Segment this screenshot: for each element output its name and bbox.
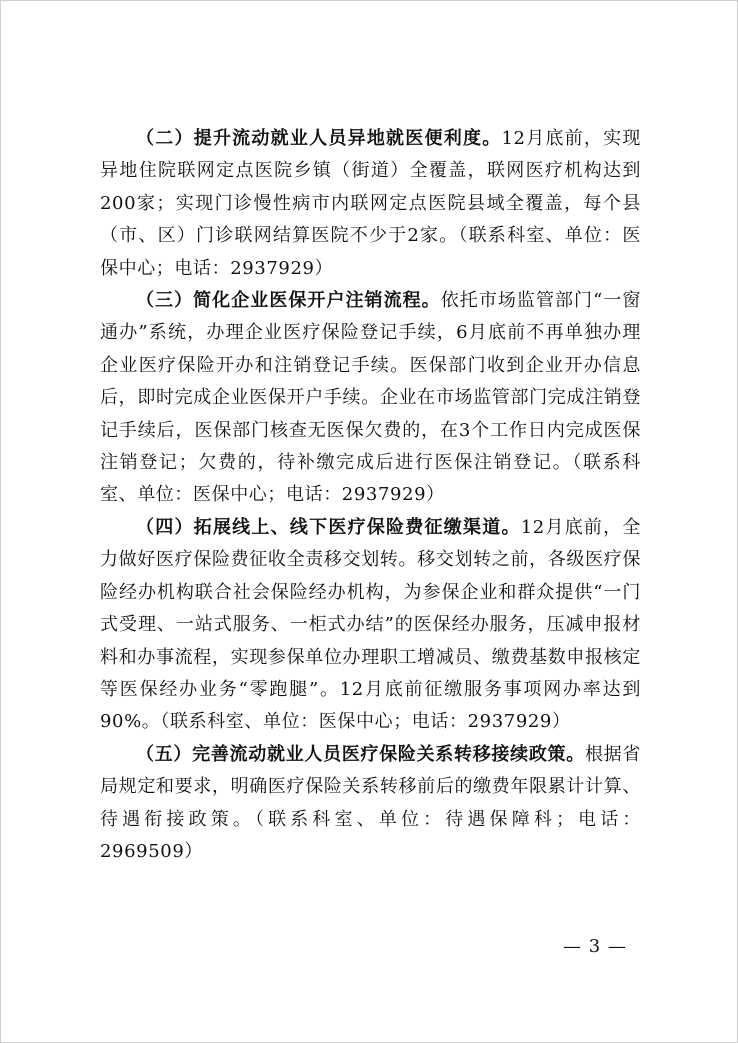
section-body: 依托市场监管部门“一窗通办”系统，办理企业医疗保险登记手续，6月底前不再单独办理企业医疗保险开办和注销登记手续。医保部门收到企业开办信息后，即时完成企业医保开户手续。企业在市场监管部门完成注销登记手续后，医保部门核查无医保欠费的，在3个工作日内完成医保注销登记；欠费的，待补缴完成后进行医保注销登记。（联系科室、单位：医保中心；电话：2937929） bbox=[100, 290, 641, 506]
section-heading: （二）提升流动就业人员异地就医便利度。 bbox=[136, 128, 502, 149]
paragraph-section-4 bbox=[100, 512, 641, 739]
page-number: — 3 — bbox=[563, 936, 627, 957]
paragraph-section-3 bbox=[100, 285, 641, 512]
section-heading: （三）简化企业医保开户注销流程。 bbox=[136, 290, 441, 312]
document-body bbox=[100, 123, 641, 868]
section-heading: （五）完善流动就业人员医疗保险关系转移接续政策。 bbox=[136, 743, 585, 765]
paragraph-section-5 bbox=[100, 739, 641, 869]
section-body: 12月底前，全力做好医疗保险费征收全责移交划转。移交划转之前，各级医疗保险经办机构联合社会保险经办机构，为参保企业和群众提供“一门式受理、一站式服务、一柜式办结”的医保经办服务，压减申报材料和办事流程，实现参保单位办理职工增减员、缴费基数申报核定等医保经办业务“零跑腿”。12月底前征缴服务事项网办率达到90%。（联系科室、单位：医保中心；电话：2937929） bbox=[100, 516, 642, 733]
paragraph-section-2 bbox=[100, 123, 641, 285]
section-body: 根据省局规定和要求，明确医疗保险关系转移前后的缴费年限累计计算、待遇衔接政策。（联系科室、单位：待遇保障科；电话：2969509） bbox=[100, 743, 641, 862]
section-heading: （四）拓展线上、线下医疗保险费征缴渠道。 bbox=[136, 516, 521, 538]
section-body: 12月底前，实现异地住院联网定点医院乡镇（街道）全覆盖，联网医疗机构达到200家；实现门诊慢性病市内联网定点医院县域全覆盖，每个县（市、区）门诊联网结算医院不少于2家。（联系科室、单位：医保中心；电话：2937929） bbox=[100, 128, 641, 279]
